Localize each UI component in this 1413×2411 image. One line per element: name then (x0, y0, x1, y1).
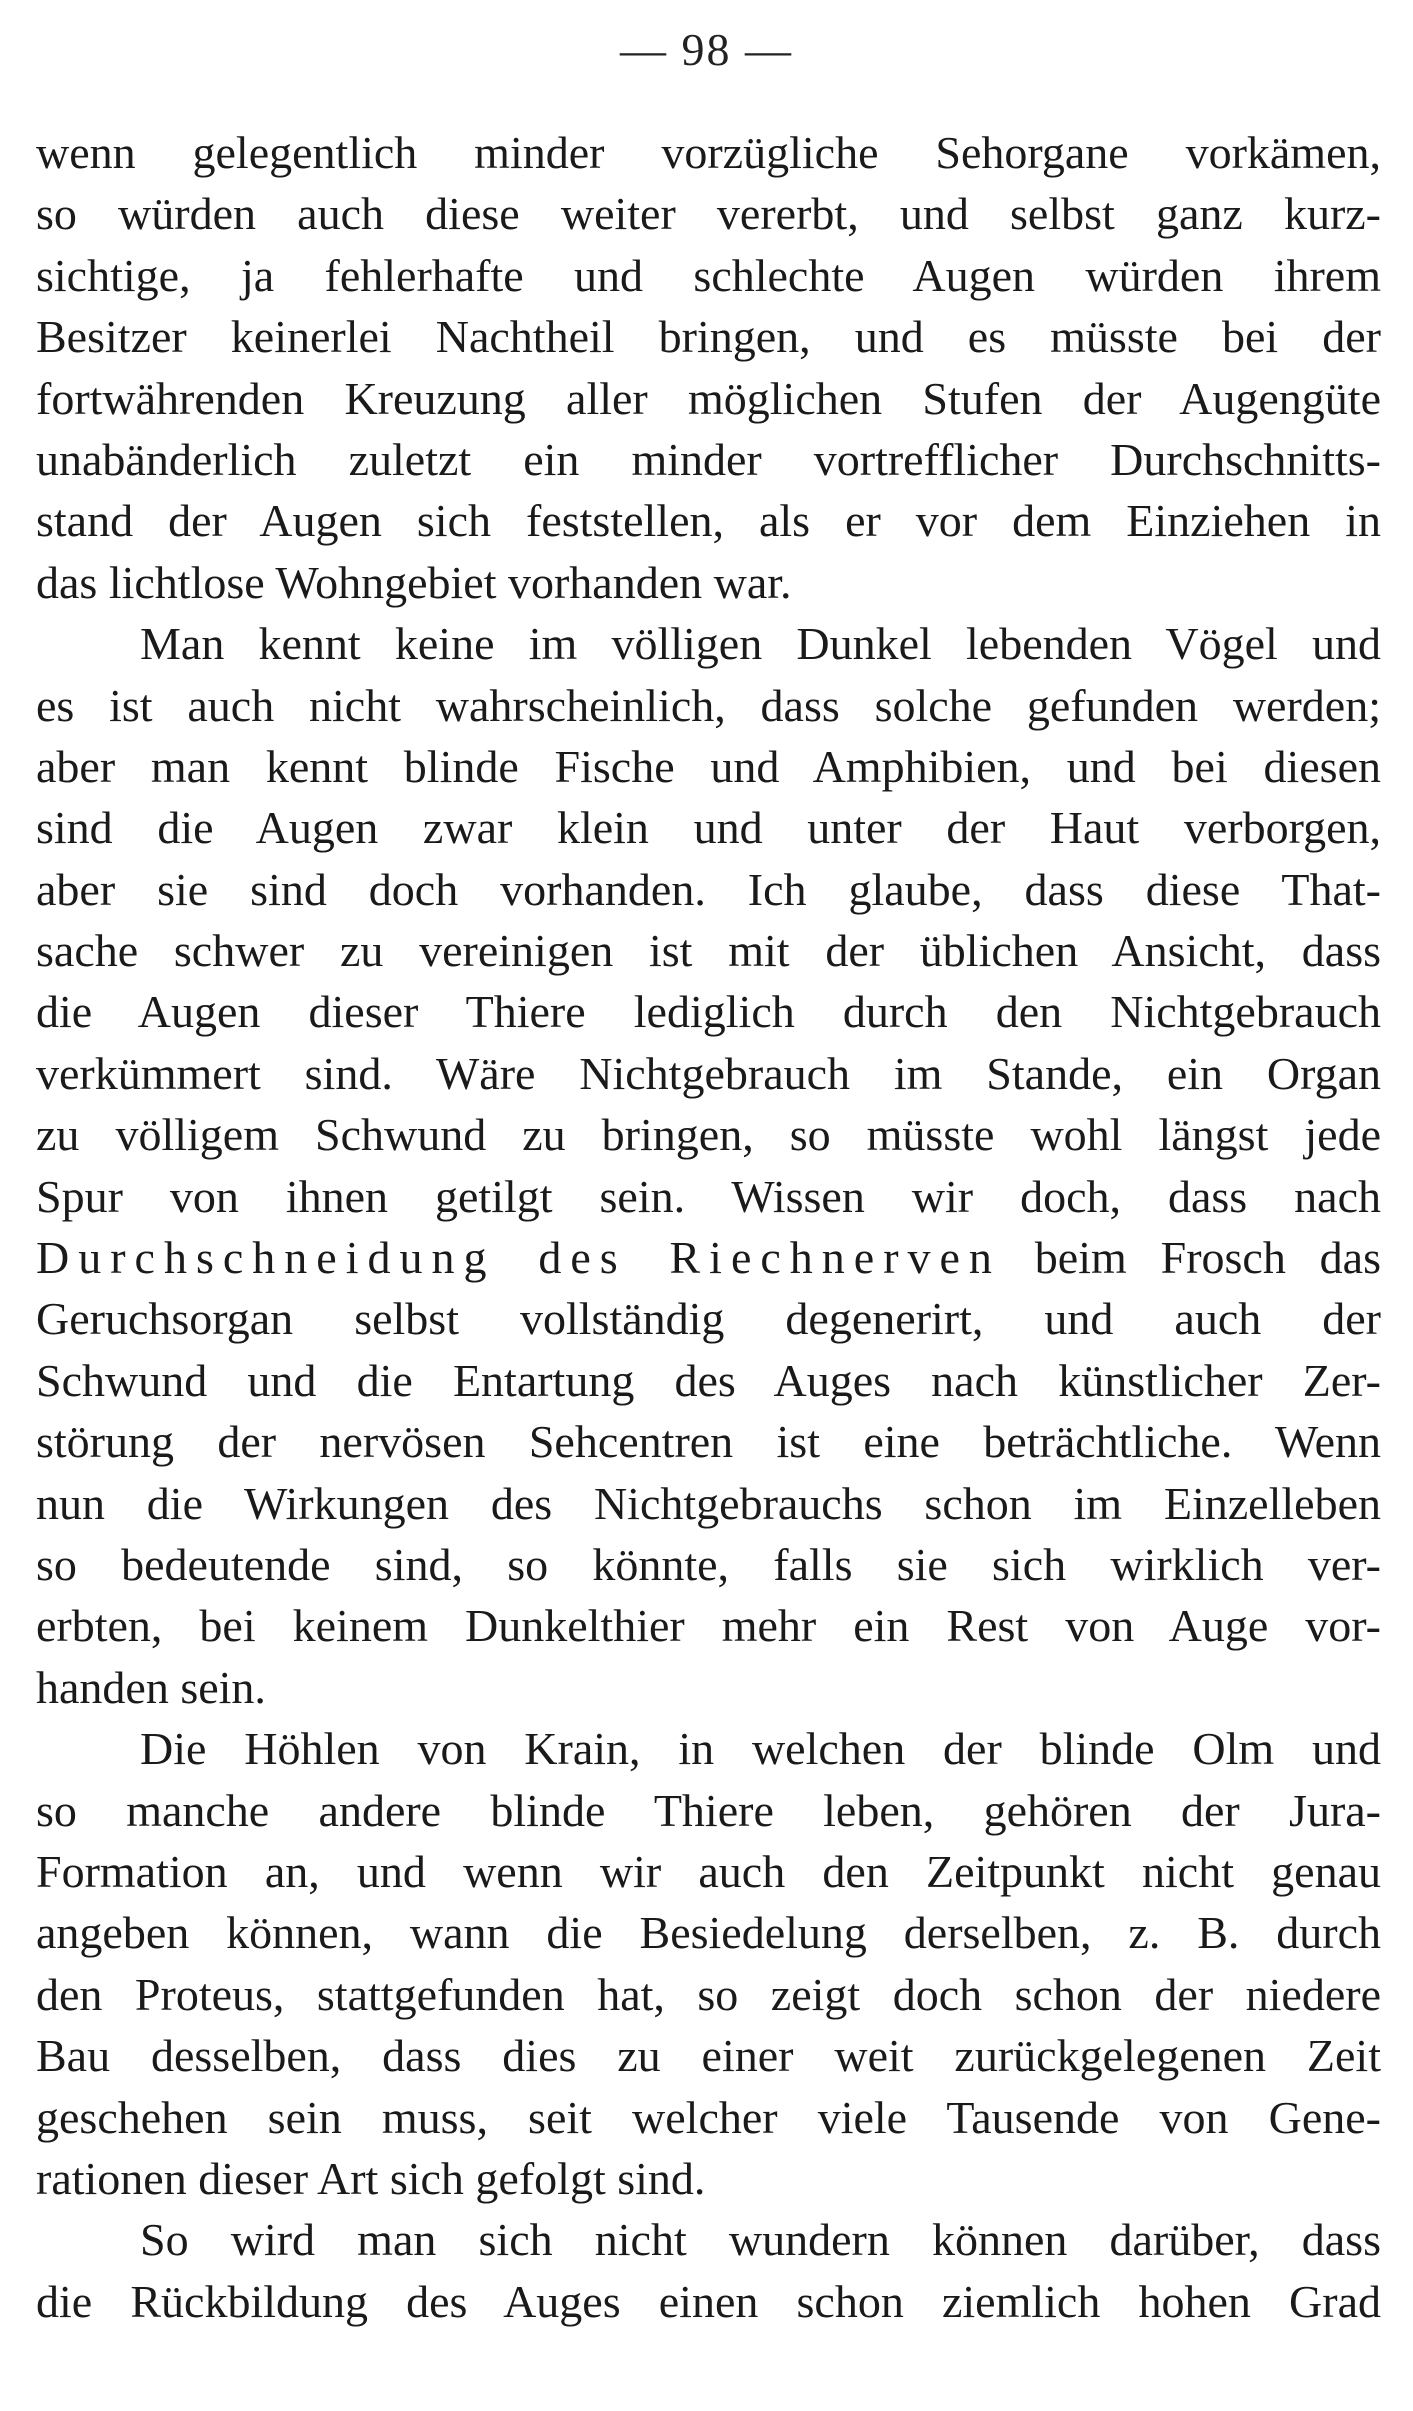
text-line: nun die Wirkungen des Nichtgebrauchs schon im Einzelleben (36, 1477, 1381, 1529)
text-line: Schwund und die Entartung des Auges nach künstlicher Zer- (36, 1354, 1381, 1406)
paragraph-4 (36, 2209, 1381, 2332)
text-line: sind die Augen zwar klein und unter der Haut verborgen, (36, 802, 1381, 854)
text-line: aber sie sind doch vorhanden. Ich glaube, dass diese That- (36, 863, 1381, 915)
text-line: handen sein. (36, 1661, 266, 1713)
text-line: angeben können, wann die Besiedelung derselben, z. B. durch (36, 1907, 1381, 1959)
text-line: so würden auch diese weiter vererbt, und selbst ganz kurz- (36, 188, 1381, 240)
text-line: aber man kennt blinde Fische und Amphibien, und bei diesen (36, 740, 1381, 792)
text-line: Spur von ihnen getilgt sein. Wissen wir doch, dass nach (36, 1170, 1381, 1222)
text-line: Bau desselben, dass dies zu einer weit zurückgelegenen Zeit (36, 2030, 1381, 2082)
text-line: unabänderlich zuletzt ein minder vortrefflicher Durchschnitts- (36, 433, 1381, 485)
text-line: fortwährenden Kreuzung aller möglichen Stufen der Augengüte (36, 372, 1381, 424)
text-line: störung der nervösen Sehcentren ist eine beträchtliche. Wenn (36, 1416, 1381, 1468)
text-line: den Proteus, stattgefunden hat, so zeigt doch schon der niedere (36, 1968, 1381, 2020)
page-number: — 98 — (620, 24, 793, 75)
text-line: Man kennt keine im völligen Dunkel lebenden Vögel und (140, 618, 1381, 670)
text-line: die Rückbildung des Auges einen schon ziemlich hohen Grad (36, 2275, 1381, 2327)
text-line: zu völligem Schwund zu bringen, so müsste wohl längst jede (36, 1109, 1381, 1161)
text-line: die Augen dieser Thiere lediglich durch den Nichtgebrauch (36, 986, 1381, 1038)
paragraph-1 (36, 122, 1381, 613)
text-line: verkümmert sind. Wäre Nichtgebrauch im Stande, ein Organ (36, 1047, 1381, 1099)
text-line: Geruchsorgan selbst vollständig degenerirt, und auch der (36, 1293, 1381, 1345)
spaced-emphasis: Durchschneidung des Riechnerven (36, 1232, 1001, 1284)
text-line: so manche andere blinde Thiere leben, gehören der Jura- (36, 1784, 1381, 1836)
text-line: wenn gelegentlich minder vorzügliche Sehorgane vorkämen, (36, 127, 1381, 178)
text-line: das lichtlose Wohngebiet vorhanden war. (36, 556, 792, 608)
text-line: So wird man sich nicht wundern können darüber, dass (140, 2214, 1381, 2266)
text-line: geschehen sein muss, seit welcher viele Tausende von Gene- (36, 2091, 1381, 2143)
text-line: stand der Augen sich feststellen, als er vor dem Einziehen in (36, 495, 1381, 547)
text-line: Besitzer keinerlei Nachtheil bringen, und es müsste bei der (36, 311, 1381, 363)
text-line: erbten, bei keinem Dunkelthier mehr ein Rest von Auge vor- (36, 1600, 1381, 1652)
text-line: rationen dieser Art sich gefolgt sind. (36, 2152, 706, 2204)
text-line: sache schwer zu vereinigen ist mit der üblichen Ansicht, dass (36, 925, 1381, 977)
text-line: es ist auch nicht wahrscheinlich, dass solche gefunden werden; (36, 679, 1381, 731)
text-line: sichtige, ja fehlerhafte und schlechte Augen würden ihrem (36, 249, 1381, 301)
text-line-spaced (36, 1227, 1381, 1288)
spaced-line-tail: beim Frosch das (1000, 1232, 1381, 1284)
paragraph-2 (36, 613, 1381, 1718)
paragraph-3 (36, 1718, 1381, 2209)
text-line: Die Höhlen von Krain, in welchen der blinde Olm und (140, 1723, 1381, 1775)
body-text (36, 122, 1381, 2332)
text-line: so bedeutende sind, so könnte, falls sie sich wirklich ver- (36, 1538, 1381, 1590)
text-line: Formation an, und wenn wir auch den Zeitpunkt nicht genau (36, 1845, 1381, 1897)
